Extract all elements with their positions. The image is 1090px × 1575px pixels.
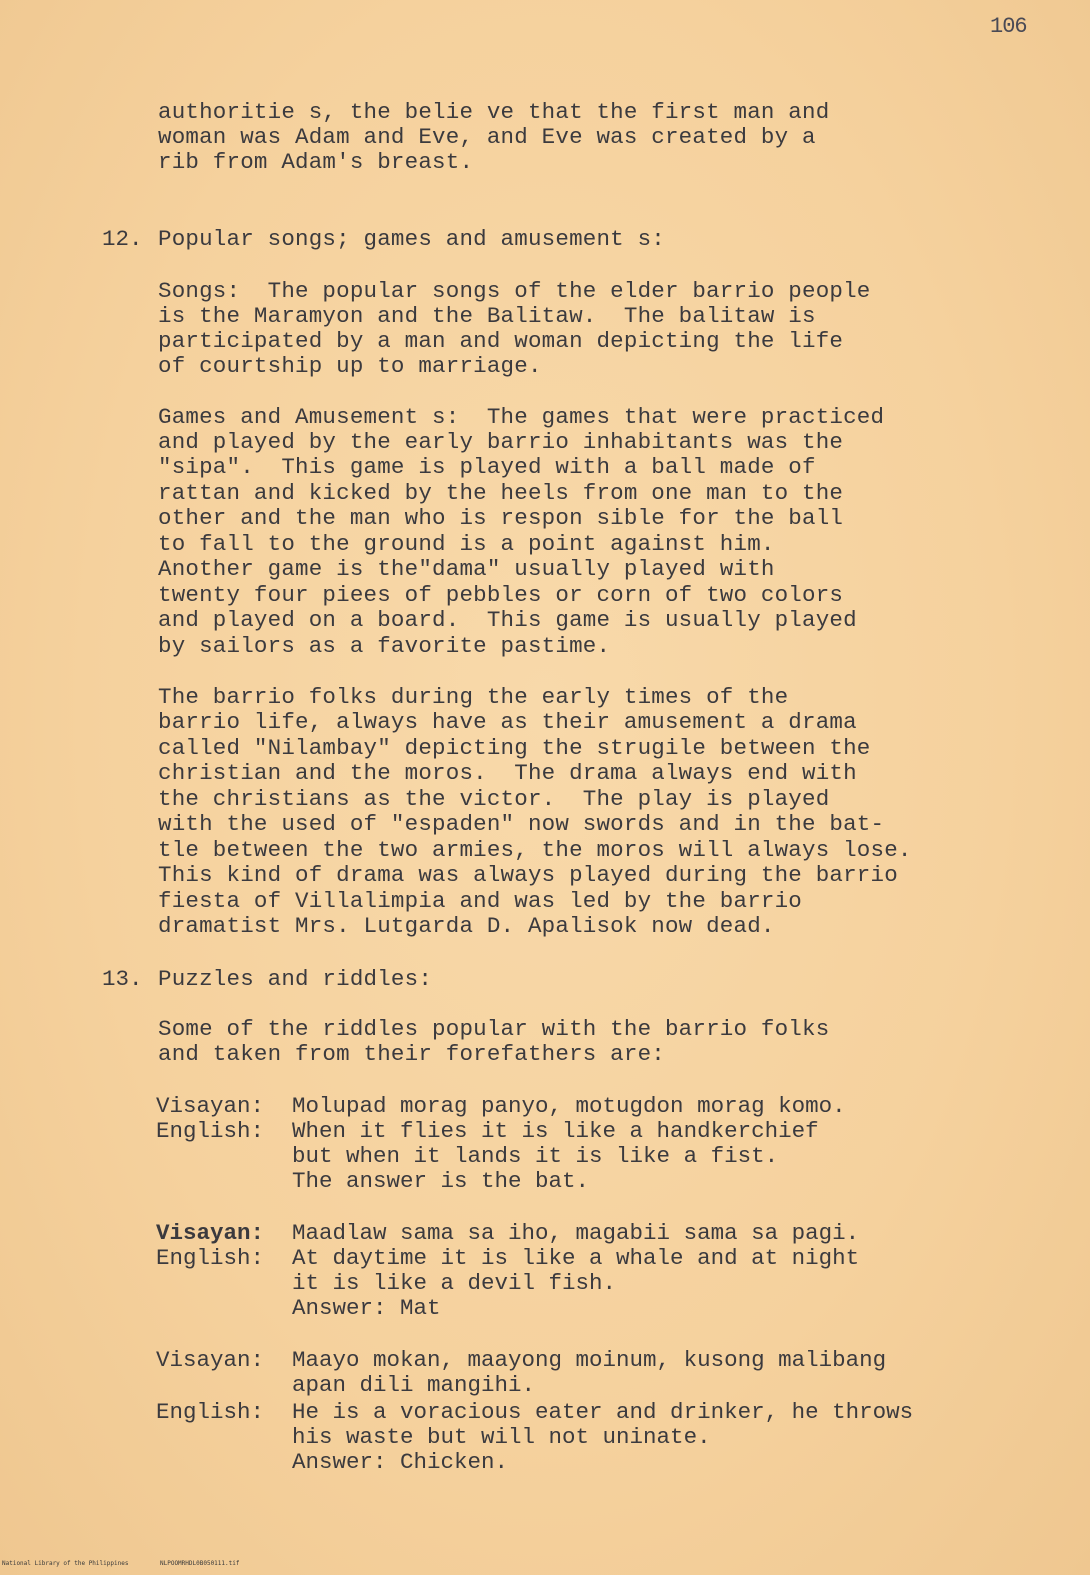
drama-line-1: The barrio folks during the early times of the <box>158 684 789 710</box>
riddle-3-english-line-3: Answer: Chicken. <box>292 1449 509 1475</box>
section-12-title: Popular songs; games and amusement s: <box>158 226 665 252</box>
riddle-1-english-line-2: but when it lands it is like a fist. <box>292 1143 779 1169</box>
games-line-10: by sailors as a favorite pastime. <box>158 633 611 659</box>
riddle-3-visayan-label: Visayan: <box>156 1347 265 1373</box>
games-line-8: twenty four piees of pebbles or corn of two colors <box>158 582 844 608</box>
footer-library-credit: National Library of the Philippines <box>2 1560 129 1567</box>
songs-line-3: participated by a man and woman depicting the life <box>158 328 844 354</box>
riddle-2-visayan-label: Visayan: <box>156 1220 265 1246</box>
riddle-3-english-line-1: He is a voracious eater and drinker, he throws <box>292 1399 914 1425</box>
riddle-1-visayan-line-1: Molupad morag panyo, motugdon morag komo. <box>292 1093 846 1119</box>
songs-line-2: is the Maramyon and the Balitaw. The balitaw is <box>158 303 816 329</box>
riddle-2-visayan-line-1: Maadlaw sama sa iho, magabii sama sa pagi. <box>292 1220 860 1246</box>
games-line-3: "sipa". This game is played with a ball made of <box>158 454 816 480</box>
games-line-4: rattan and kicked by the heels from one man to the <box>158 480 844 506</box>
riddle-1-english-line-3: The answer is the bat. <box>292 1168 590 1194</box>
footer-file-name: NLPOOMRHDL0B050111.tif <box>160 1560 240 1567</box>
intro-line-1: authoritie s, the belie ve that the first man and <box>158 99 830 125</box>
songs-line-4: of courtship up to marriage. <box>158 353 542 379</box>
intro-line-2: woman was Adam and Eve, and Eve was created by a <box>158 124 816 150</box>
section-13-title: Puzzles and riddles: <box>158 966 433 992</box>
drama-line-8: This kind of drama was always played during the barrio <box>158 862 898 888</box>
section-12-number: 12. <box>102 226 143 252</box>
riddles-intro-line-1: Some of the riddles popular with the barrio folks <box>158 1016 830 1042</box>
riddle-2-english-line-2: it is like a devil fish. <box>292 1270 617 1296</box>
games-line-2: and played by the early barrio inhabitants was the <box>158 429 844 455</box>
drama-line-2: barrio life, always have as their amusement a drama <box>158 709 857 735</box>
page-number: 106 <box>990 14 1027 39</box>
riddle-3-visayan-line-1: Maayo mokan, maayong moinum, kusong malibang <box>292 1347 887 1373</box>
drama-line-7: tle between the two armies, the moros will always lose. <box>158 837 912 863</box>
games-line-1: Games and Amusement s: The games that were practiced <box>158 404 885 430</box>
riddle-1-english-label: English: <box>156 1118 265 1144</box>
riddle-2-english-line-3: Answer: Mat <box>292 1295 441 1321</box>
drama-line-5: the christians as the victor. The play is played <box>158 786 830 812</box>
games-line-9: and played on a board. This game is usually played <box>158 607 857 633</box>
drama-line-4: christian and the moros. The drama always end with <box>158 760 857 786</box>
riddles-intro-line-2: and taken from their forefathers are: <box>158 1041 665 1067</box>
riddle-1-english-line-1: When it flies it is like a handkerchief <box>292 1118 819 1144</box>
drama-line-6: with the used of "espaden" now swords and in the bat- <box>158 811 885 837</box>
riddle-2-english-line-1: At daytime it is like a whale and at night <box>292 1245 860 1271</box>
songs-line-1: Songs: The popular songs of the elder barrio people <box>158 278 871 304</box>
riddle-3-visayan-line-2: apan dili mangihi. <box>292 1372 536 1398</box>
drama-line-9: fiesta of Villalimpia and was led by the barrio <box>158 888 803 914</box>
drama-line-3: called "Nilambay" depicting the strugile between the <box>158 735 871 761</box>
games-line-7: Another game is the"dama" usually played with <box>158 556 775 582</box>
intro-line-3: rib from Adam's breast. <box>158 149 474 175</box>
games-line-5: other and the man who is respon sible for the ball <box>158 505 844 531</box>
section-13-number: 13. <box>102 966 143 992</box>
drama-line-10: dramatist Mrs. Lutgarda D. Apalisok now dead. <box>158 913 775 939</box>
riddle-3-english-line-2: his waste but will not uninate. <box>292 1424 711 1450</box>
riddle-3-english-label: English: <box>156 1399 265 1425</box>
riddle-1-visayan-label: Visayan: <box>156 1093 265 1119</box>
riddle-2-english-label: English: <box>156 1245 265 1271</box>
games-line-6: to fall to the ground is a point against him. <box>158 531 775 557</box>
